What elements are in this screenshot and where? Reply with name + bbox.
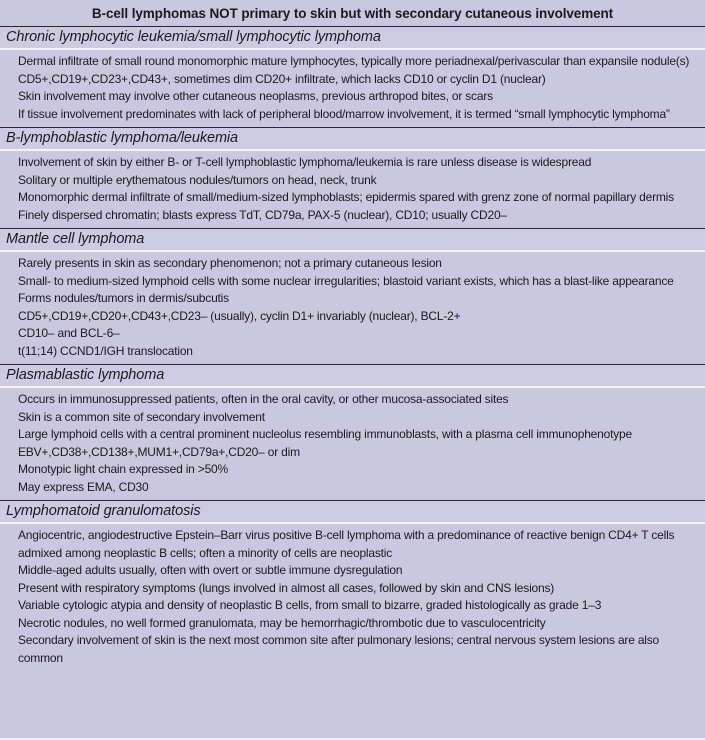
table-row: Solitary or multiple erythematous nodules/tumors on head, neck, trunk xyxy=(18,172,377,187)
table-row: CD5+,CD19+,CD23+,CD43+, sometimes dim CD20+ infiltrate, which lacks CD10 or cyclin D1 (nuclear) xyxy=(18,71,546,86)
table-row: May express EMA, CD30 xyxy=(18,479,149,494)
table-row: Necrotic nodules, no well formed granulomata, may be hemorrhagic/thrombotic due to vasculocentricity xyxy=(18,615,546,630)
lymphoma-section xyxy=(0,500,705,671)
table-row: Forms nodules/tumors in dermis/subcutis xyxy=(18,291,229,305)
section-header: B-lymphoblastic lymphoma/leukemia xyxy=(0,127,705,151)
table-row: Skin involvement may involve other cutaneous neoplasms, previous arthropod bites, or scars xyxy=(18,89,493,103)
table-row: Large lymphoid cells with a central prominent nucleolus resembling immunoblasts, with a plasma cell immunophenotype xyxy=(18,427,632,441)
lymphoma-section xyxy=(0,228,705,364)
section-header: Chronic lymphocytic leukemia/small lymphocytic lymphoma xyxy=(0,26,705,50)
table-row: Occurs in immunosuppressed patients, often in the oral cavity, or other mucosa-associated sites xyxy=(18,392,509,406)
table-row: CD5+,CD19+,CD20+,CD43+,CD23– (usually), cyclin D1+ invariably (nuclear), BCL-2+ xyxy=(18,308,461,323)
lymphoma-section xyxy=(0,364,705,500)
table-row: Monomorphic dermal infiltrate of small/medium-sized lymphoblasts; epidermis spared with grenz zone of normal papillary dermis xyxy=(18,190,674,204)
table-row: Angiocentric, angiodestructive Epstein–Barr virus positive B-cell lymphoma with a predominance of reactive benign CD4+ T cells admixed among neoplastic B cells; often a minority of cells are neoplastic xyxy=(18,528,675,560)
section-body xyxy=(0,50,705,127)
section-body xyxy=(0,252,705,364)
table-row: Present with respiratory symptoms (lungs involved in almost all cases, followed by skin and CNS lesions) xyxy=(18,580,555,595)
lymphoma-section xyxy=(0,26,705,127)
table-row: Variable cytologic atypia and density of neoplastic B cells, from small to bizarre, graded histologically as grade 1–3 xyxy=(18,598,602,612)
table-row: CD10– and BCL-6– xyxy=(18,326,120,340)
lymphoma-section xyxy=(0,127,705,228)
table-row: Involvement of skin by either B- or T-cell lymphoblastic lymphoma/leukemia is rare unless disease is widespread xyxy=(18,155,592,169)
section-body xyxy=(0,388,705,500)
table-row: Skin is a common site of secondary involvement xyxy=(18,409,265,424)
table-row: Small- to medium-sized lymphoid cells with some nuclear irregularities; blastoid variant exists, which has a blast-like appearance xyxy=(18,273,674,288)
table-row: EBV+,CD38+,CD138+,MUM1+,CD79a+,CD20– or dim xyxy=(18,444,300,459)
section-header: Lymphomatoid granulomatosis xyxy=(0,500,705,524)
table-row: If tissue involvement predominates with lack of peripheral blood/marrow involvement, it is termed “small lymphocytic lymphoma” xyxy=(18,106,670,121)
table-row: Monotypic light chain expressed in >50% xyxy=(18,462,228,476)
sections-container xyxy=(0,26,705,671)
table-row: Middle-aged adults usually, often with overt or subtle immune dysregulation xyxy=(18,563,403,577)
table-row: Secondary involvement of skin is the next most common site after pulmonary lesions; central nervous system lesions are also common xyxy=(18,633,660,665)
table-row: t(11;14) CCND1/IGH translocation xyxy=(18,343,193,358)
table-row: Finely dispersed chromatin; blasts express TdT, CD79a, PAX-5 (nuclear), CD10; usually CD20– xyxy=(18,207,507,222)
table-title: B-cell lymphomas NOT primary to skin but with secondary cutaneous involvement xyxy=(91,6,614,21)
table-row: Rarely presents in skin as secondary phenomenon; not a primary cutaneous lesion xyxy=(18,256,442,270)
section-body xyxy=(0,151,705,228)
section-header: Plasmablastic lymphoma xyxy=(0,364,705,388)
section-body xyxy=(0,524,705,671)
section-header: Mantle cell lymphoma xyxy=(0,228,705,252)
table-row: Dermal infiltrate of small round monomorphic mature lymphocytes, typically more periadnexal/perivascular than expansile nodule(s) xyxy=(18,54,690,68)
